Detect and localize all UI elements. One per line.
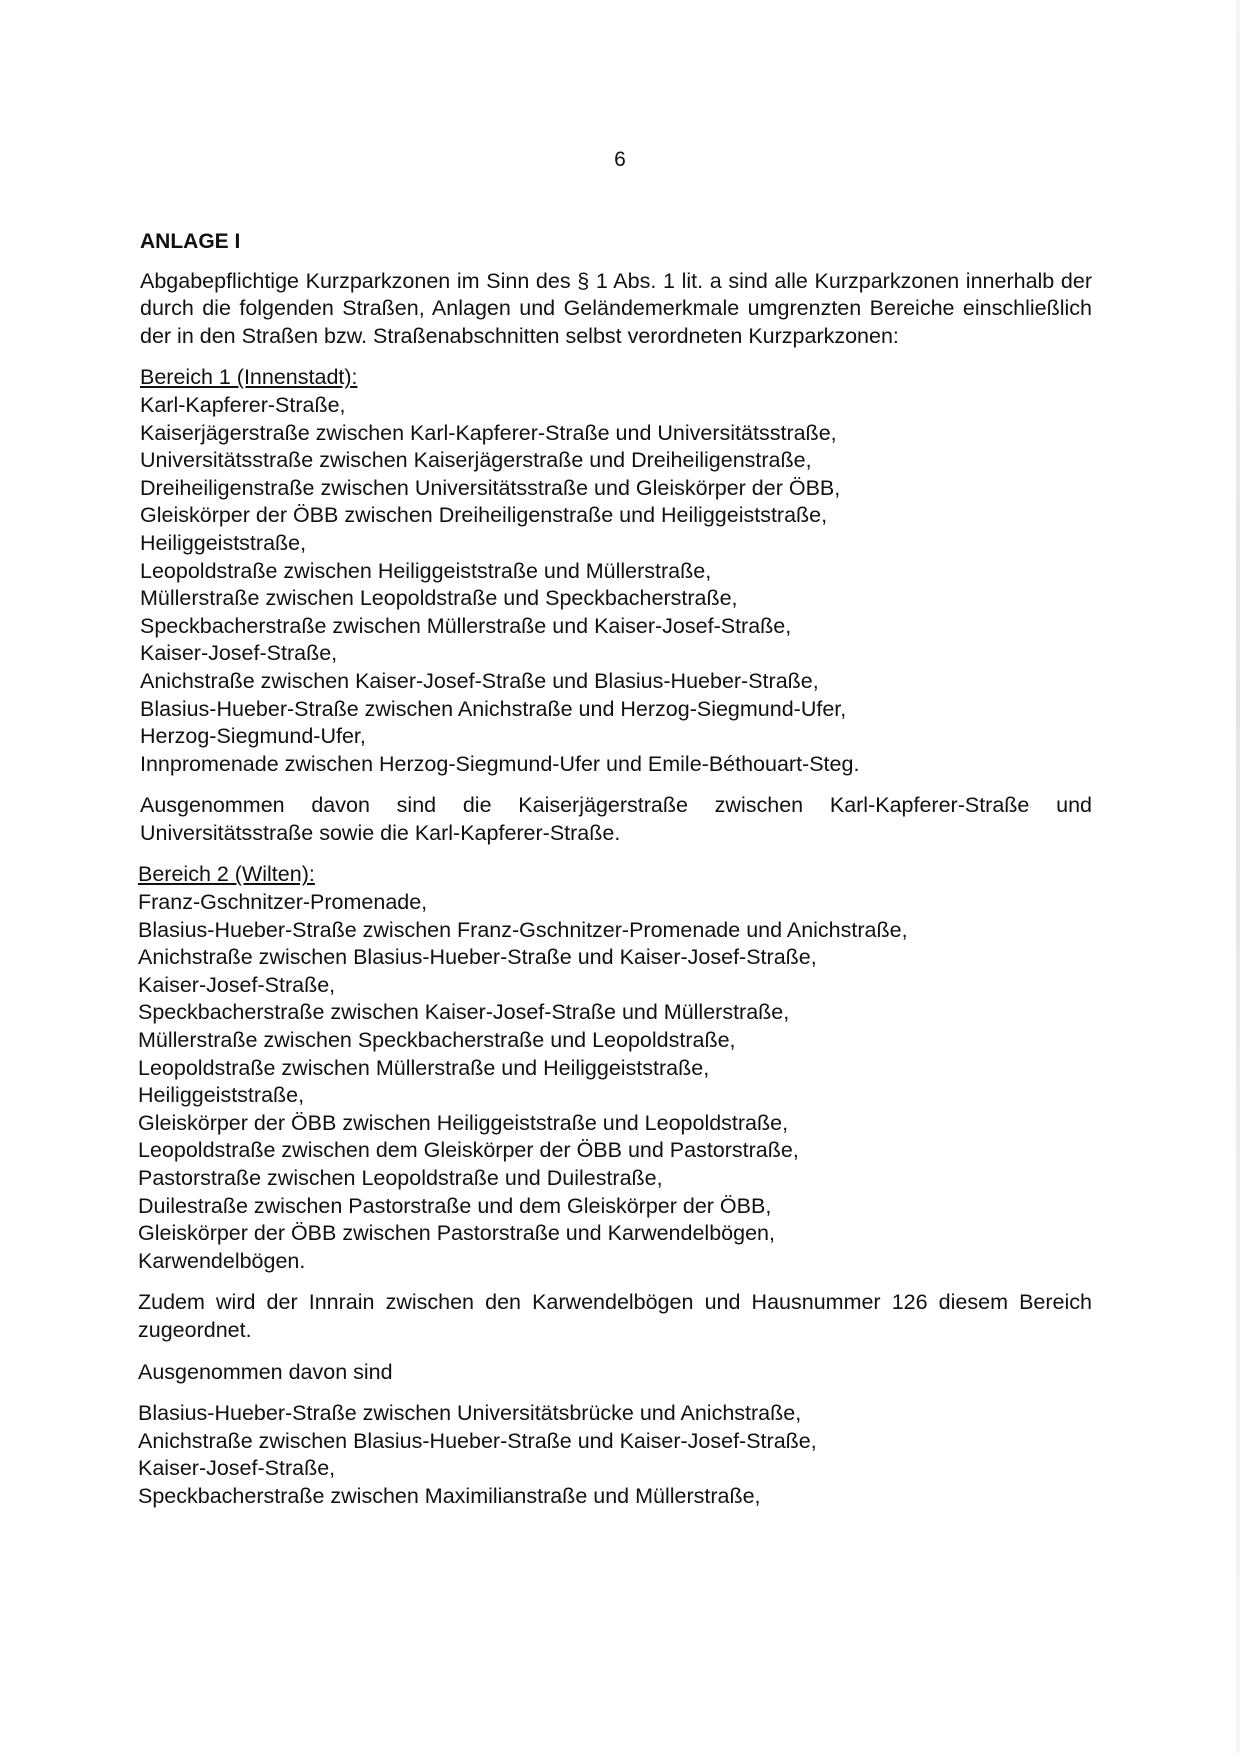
bereich1-line: Blasius-Hueber-Straße zwischen Anichstraße und Herzog-Siegmund-Ufer, [140, 696, 847, 721]
bereich1-line: Müllerstraße zwischen Leopoldstraße und Speckbacherstraße, [140, 586, 738, 611]
bereich1-line: Kaiserjägerstraße zwischen Karl-Kapferer-Straße und Universitätsstraße, [140, 420, 837, 445]
document-body [140, 228, 1092, 1525]
bereich2-line: Gleiskörper der ÖBB zwischen Pastorstraße und Karwendelbögen, [138, 1221, 775, 1246]
bereich1-line: Gleiskörper der ÖBB zwischen Dreiheiligenstraße und Heiliggeiststraße, [140, 503, 828, 528]
bereich2-line: Anichstraße zwischen Blasius-Hueber-Straße und Kaiser-Josef-Straße, [138, 945, 817, 970]
bereich2-line: Gleiskörper der ÖBB zwischen Heiliggeiststraße und Leopoldstraße, [138, 1110, 789, 1135]
bereich1-line: Karl-Kapferer-Straße, [140, 392, 346, 417]
bereich2-line: Blasius-Hueber-Straße zwischen Franz-Gschnitzer-Promenade und Anichstraße, [138, 917, 908, 942]
bereich1-line: Dreiheiligenstraße zwischen Universitätsstraße und Gleiskörper der ÖBB, [140, 475, 841, 500]
bereich2-exception-line: Blasius-Hueber-Straße zwischen Universitätsbrücke und Anichstraße, [138, 1401, 802, 1426]
bereich1-line: Universitätsstraße zwischen Kaiserjägerstraße und Dreiheiligenstraße, [140, 448, 812, 473]
bereich2-line: Karwendelbögen. [138, 1248, 306, 1273]
bereich1-line: Speckbacherstraße zwischen Müllerstraße und Kaiser-Josef-Straße, [140, 613, 792, 638]
bereich1-line: Anichstraße zwischen Kaiser-Josef-Straße und Blasius-Hueber-Straße, [140, 668, 819, 693]
bereich1-exception: Ausgenommen davon sind die Kaiserjägerstraße zwischen Karl-Kapferer-Straße und Universitätsstraße sowie die Karl-Kapferer-Straße. [140, 793, 1092, 845]
bereich2-line: Franz-Gschnitzer-Promenade, [138, 890, 428, 915]
bereich2-line: Kaiser-Josef-Straße, [138, 972, 336, 997]
bereich2-addition: Zudem wird der Innrain zwischen den Karwendelbögen und Hausnummer 126 diesem Bereich zugeordnet. [138, 1290, 1092, 1342]
page-number: 6 [614, 148, 626, 171]
annex-heading: ANLAGE I [140, 230, 241, 253]
bereich2-exception-intro: Ausgenommen davon sind [138, 1359, 393, 1384]
bereich2-exception-line: Anichstraße zwischen Blasius-Hueber-Straße und Kaiser-Josef-Straße, [138, 1428, 817, 1453]
bereich1-title: Bereich 1 (Innenstadt): [140, 365, 358, 390]
bereich2-line: Leopoldstraße zwischen Müllerstraße und Heiliggeiststraße, [138, 1055, 710, 1080]
bereich1-line: Kaiser-Josef-Straße, [140, 641, 338, 666]
bereich2-title: Bereich 2 (Wilten): [138, 862, 315, 887]
bereich2-line: Müllerstraße zwischen Speckbacherstraße und Leopoldstraße, [138, 1028, 736, 1053]
bereich2-exception-list [138, 1400, 1092, 1510]
bereich1-line: Innpromenade zwischen Herzog-Siegmund-Ufer und Emile-Béthouart-Steg. [140, 751, 860, 776]
bereich2-exception-line: Kaiser-Josef-Straße, [138, 1456, 336, 1481]
bereich2-line: Heiliggeiststraße, [138, 1083, 305, 1108]
bereich1-line: Herzog-Siegmund-Ufer, [140, 724, 366, 749]
intro-paragraph: Abgabepflichtige Kurzparkzonen im Sinn des § 1 Abs. 1 lit. a sind alle Kurzparkzonen innerhalb der durch die folgenden Straßen, Anlagen und Geländemerkmale umgrenzten Bereiche einschließlich der in den Straßen bzw. Straßenabschnitten selbst verordneten Kurzparkzonen: [140, 268, 1092, 348]
bereich1-section [140, 364, 1092, 778]
bereich2-section [138, 861, 1092, 1275]
scan-edge [1236, 0, 1240, 1753]
bereich2-line: Pastorstraße zwischen Leopoldstraße und Duilestraße, [138, 1166, 663, 1190]
bereich2-line: Speckbacherstraße zwischen Kaiser-Josef-Straße und Müllerstraße, [138, 1000, 790, 1025]
bereich1-line: Leopoldstraße zwischen Heiliggeiststraße und Müllerstraße, [140, 558, 712, 583]
bereich2-line: Leopoldstraße zwischen dem Gleiskörper der ÖBB und Pastorstraße, [138, 1138, 799, 1163]
bereich2-line: Duilestraße zwischen Pastorstraße und dem Gleiskörper der ÖBB, [138, 1193, 772, 1218]
bereich1-line: Heiliggeiststraße, [140, 530, 307, 555]
bereich2-exception-line: Speckbacherstraße zwischen Maximilianstraße und Müllerstraße, [138, 1483, 761, 1508]
